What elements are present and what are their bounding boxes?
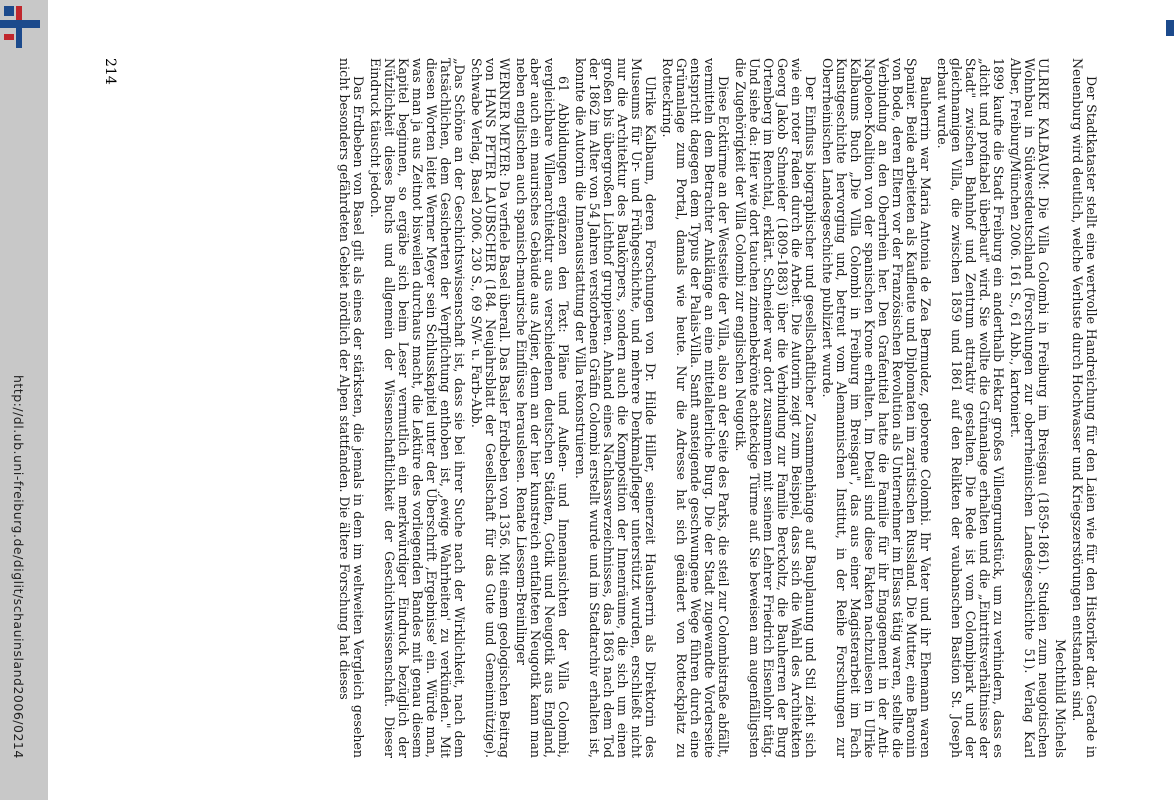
paragraph: Der Stadtkataster stellt eine wertvolle Handreichung für den Laien wie für den Historiker dar. Gerade in Neuenburg wird deutlich, welche Verluste durch Hochwasser und Kriegszerstörungen entstanden sind. (1070, 58, 1099, 758)
paragraph: Bauherrin war Maria Antonia de Zea Bermudez, geborene Colombi. Ihr Vater und ihr Ehemann waren Spanier. Beide arbeiteten als Kaufleute und Diplomaten im zaristischen Russland. Die Mutter, eine Baronin von Bode, deren Eltern vor der Französischen Revolution als Unternehmer im Elsass tätig waren, stellte die Verbindung an den Oberrhein her. Den Grafentitel hatte die Familie für ihr Engagement in der Anti-Napoleon-Koalition von der spanischen Krone erhalten. Im Detail sind diese Fakten nachzulesen in Ulrike Kalbaums Buch „Die Villa Colombi in Freiburg im Breisgau", das aus einer Magisterarbeit im Fach Kunstgeschichte hervorging und, betreut vom Alemannischen Institut, in der Reihe Forschungen zur Oberrheinischen Landesgeschichte publiziert wurde. (820, 58, 933, 758)
paragraph: 61 Abbildungen ergänzen den Text: Pläne und Außen- und Innenansichten der Villa Colombi, vergleichbare Villenarchitektur aus verschiedenen deutschen Städten, Gotik und Neugotik aus England, aber auch ein maurisches Gebäude aus Algier, denn an der hier kunstreich entfalteten Neugotik kann man neben englischen auch spanisch-maurische Einflüsse herauslesen. Renate Liessem-Breinlinger (514, 58, 571, 758)
paragraph: Diese Ecktürme an der Westseite der Villa, also an der Seite des Parks, die steil zur Colombistraße abfällt, vermitteln dem Betrachter Anklänge an eine mittelalterliche Burg. Die der Stadt zugewandte Vorderseite entspricht dagegen dem Typus der Palais-Villa. Sanft ansteigende geschwungene Wege führen durch eine Grünanlage zum Portal, damals wie heute. Nur die Adresse hat sich geändert von Rotteckplatz zu Rotteckring. (660, 58, 731, 758)
paragraph: Ulrike Kalbaum, deren Forschungen von Dr. Hilde Hiller, seinerzeit Hausherrin als Direktorin des Museums für Ur- und Frühgeschichte, und mehrere Denkmalpfleger unterstützt wurden, erschließt nicht nur die Architektur des Baukörpers, sondern auch die Komposition der Innenräume, die sich um einen großen bis übergroßen Lichthof gruppieren. Anhand eines Nachlassverzeichnisses, das 1863 nach dem Tod der 1862 im Alter von 54 Jahren verstorbenen Gräfin Colombi erstellt wurde und im Stadtarchiv erhalten ist, konnte die Autorin die Innenausstattung der Villa rekonstruieren. (573, 58, 658, 758)
paragraph: Das Erdbeben von Basel gilt als eines der stärksten, die jemals in dem im weltweiten Vergleich gesehen nicht besonders gefährdeten Gebiet nördlich der Alpen stattfanden. Die ältere Forschung hat dieses (337, 58, 366, 758)
review-heading: ULRIKE KALBAUM: Die Villa Colombi in Freiburg im Breisgau (1859-1861). Studien zum neugotischen Wohnbau in Südwestdeutschland (Forschungen zur oberrheinischen Landesgeschichte 51). Verlag Karl Alber, Freiburg/München 2006. 161 S., 61 Abb., kartoniert. (1008, 58, 1051, 758)
document-url[interactable]: http://dl.ub.uni-freiburg.de/diglit/schauinsland2006/0214 (11, 375, 26, 759)
paragraph: 1899 kaufte die Stadt Freiburg ein anderthalb Hektar großes Villengrundstück, um zu verhindern, dass es „dicht und profitabel überbaut" wird. Sie wollte die Grünanlage erhalten und die „Eintrittsverhältnisse der Stadt" zwischen Bahnhof und Zentrum attraktiv gestalten. Die Rede ist vom Colombipark und der gleichnamigen Villa, die zwischen 1859 und 1861 auf den Relikten der vaubanschen Bastion St. Joseph erbaut wurde. (935, 58, 1006, 758)
review-heading: WERNER MEYER: Da verfiele Basel überall. Das Basler Erdbeben von 1356. Mit einem geologischen Beitrag von HANS PETER LAUBSCHER (184. Neujahrsblatt der Gesellschaft für das Gute und Gemeinnützige). Schwabe Verlag, Basel 2006. 230 S., 69 S/W- u. Farb-Abb. (469, 58, 512, 758)
paragraph: Der Einfluss biographischer und gesellschaftlicher Zusammenhänge auf Bauplanung und Stil zieht sich wie ein roter Faden durch die Arbeit. Die Autorin zeigt zum Beispiel, dass sich die Wahl des Architekten Georg Jakob Schneider (1809-1883) über die Verbindung zur Familie Berckoltz, die Bauherren der Burg Ortenberg im Renchtal, erklärt. Schneider war dort zusammen mit seinem Lehrer Friedrich Eisenlohr tätig. Und siehe da: Hier wie dort tauchen zinnenbekrönte achteckige Türme auf. Sie beweisen am augenfälligsten die Zugehörigkeit der Villa Colombi zur englischen Neugotik. (733, 58, 818, 758)
library-logo-icon (0, 4, 44, 52)
page-text (108, 58, 1098, 758)
signature: Mechthild Michels (1053, 639, 1068, 758)
page-number: 214 (102, 58, 118, 85)
viewer-sidebar (0, 0, 48, 800)
paragraph: „Das Schöne an der Geschichtswissenschaft ist, dass sie bei ihrer Suche nach der Wirklichkeit, nach dem Tatsächlichen, dem Gesicherten der Verpflichtung enthoben ist, ‚ewige Wahrheiten' zu verkünden." Mit diesen Worten leitet Werner Meyer sein Schlusskapitel unter der Überschrift ‚Ergebnisse' ein. Würde man, was man ja aus Zeitnot bisweilen durchaus macht, die Lektüre des vorliegenden Bandes mit genau diesem Kapitel beginnen, so ergäbe sich beim Leser vermutlich ein merkwürdiger Eindruck bezüglich der Nützlichkeit dieses Buchs und allgemein der Wissenschaftlichkeit der Geschichtswissenschaft. Dieser Eindruck täuscht jedoch. (368, 58, 467, 758)
page-edge-marker (1166, 20, 1174, 36)
rotated-page (102, 58, 1099, 758)
